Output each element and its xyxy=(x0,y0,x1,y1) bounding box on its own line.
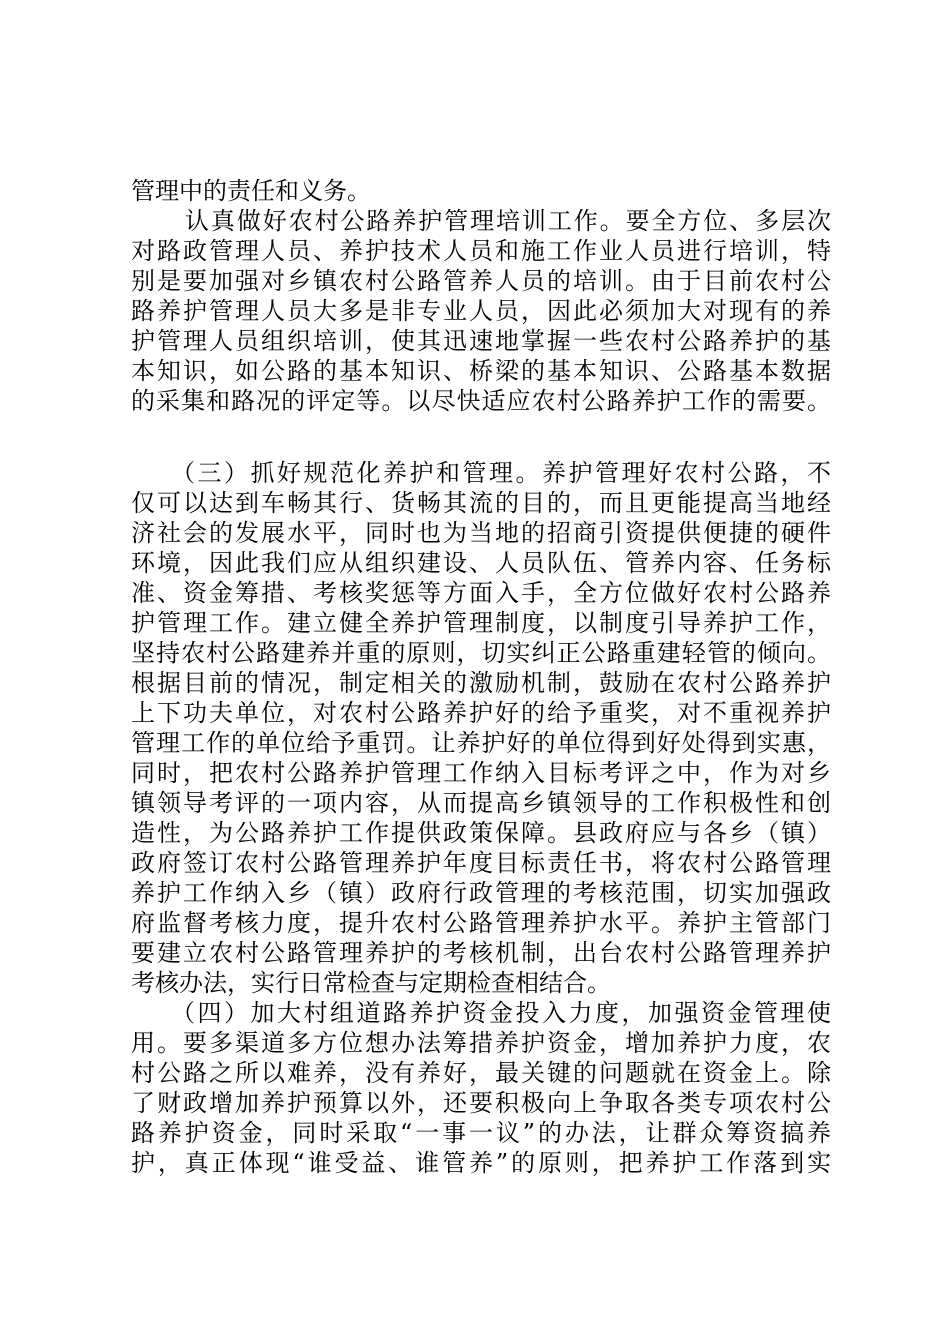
text-line: 路养护管理人员大多是非专业人员，因此必须加大对现有的养 xyxy=(131,297,831,325)
text-line: 根据目前的情况，制定相关的激励机制，鼓励在农村公路养护 xyxy=(131,669,831,697)
text-line: 政府签订农村公路管理养护年度目标责任书，将农村公路管理 xyxy=(131,849,831,877)
text-line: 别是要加强对乡镇农村公路管养人员的培训。由于目前农村公 xyxy=(131,267,831,295)
text-line: 府监督考核力度，提升农村公路管理养护水平。养护主管部门 xyxy=(131,909,831,937)
text-line: 管理中的责任和义务。 xyxy=(131,177,371,205)
text-line: 用。要多渠道多方位想办法筹措养护资金，增加养护力度，农 xyxy=(131,1029,831,1057)
text-line: 考核办法，实行日常检查与定期检查相结合。 xyxy=(131,969,611,997)
text-line: 仅可以达到车畅其行、货畅其流的目的，而且更能提高当地经 xyxy=(131,489,831,517)
section-heading-4: （四）加大村组道路养护资金投入力度，加强资金管理使 xyxy=(171,999,831,1027)
section-heading-3: （三）抓好规范化养护和管理。养护管理好农村公路，不 xyxy=(171,459,831,487)
text-line: 要建立农村公路管理养护的考核机制，出台农村公路管理养护 xyxy=(131,939,831,967)
text-line: 准、资金筹措、考核奖惩等方面入手，全方位做好农村公路养 xyxy=(131,579,831,607)
text-line: 镇领导考评的一项内容，从而提高乡镇领导的工作积极性和创 xyxy=(131,789,831,817)
text-line: 对路政管理人员、养护技术人员和施工作业人员进行培训，特 xyxy=(131,237,831,265)
text-line: 本知识，如公路的基本知识、桥梁的基本知识、公路基本数据 xyxy=(131,357,831,385)
text-line: 路养护资金，同时采取“一事一议”的办法，让群众筹资搞养 xyxy=(131,1119,831,1147)
text-line: 坚持农村公路建养并重的原则，切实纠正公路重建轻管的倾向。 xyxy=(131,639,831,667)
text-line: 的采集和路况的评定等。以尽快适应农村公路养护工作的需要。 xyxy=(131,387,831,415)
text-line: 上下功夫单位，对农村公路养护好的给予重奖，对不重视养护 xyxy=(131,699,831,727)
text-line: 养护工作纳入乡（镇）政府行政管理的考核范围，切实加强政 xyxy=(131,879,831,907)
paragraph-first-line: 认真做好农村公路养护管理培训工作。要全方位、多层次 xyxy=(185,207,831,235)
text-line: 村公路之所以难养，没有养好，最关键的问题就在资金上。除 xyxy=(131,1059,831,1087)
text-line: 护管理人员组织培训，使其迅速地掌握一些农村公路养护的基 xyxy=(131,327,831,355)
text-line: 管理工作的单位给予重罚。让养护好的单位得到好处得到实惠， xyxy=(131,729,831,757)
text-line: 了财政增加养护预算以外，还要积极向上争取各类专项农村公 xyxy=(131,1089,831,1117)
text-line: 护管理工作。建立健全养护管理制度，以制度引导养护工作， xyxy=(131,609,831,637)
text-line: 造性，为公路养护工作提供政策保障。县政府应与各乡（镇） xyxy=(131,819,831,847)
text-line: 护，真正体现“谁受益、谁管养”的原则，把养护工作落到实 xyxy=(131,1149,831,1177)
text-line: 同时，把农村公路养护管理工作纳入目标考评之中，作为对乡 xyxy=(131,759,831,787)
text-line: 济社会的发展水平，同时也为当地的招商引资提供便捷的硬件 xyxy=(131,519,831,547)
text-line: 环境，因此我们应从组织建设、人员队伍、管养内容、任务标 xyxy=(131,549,831,577)
